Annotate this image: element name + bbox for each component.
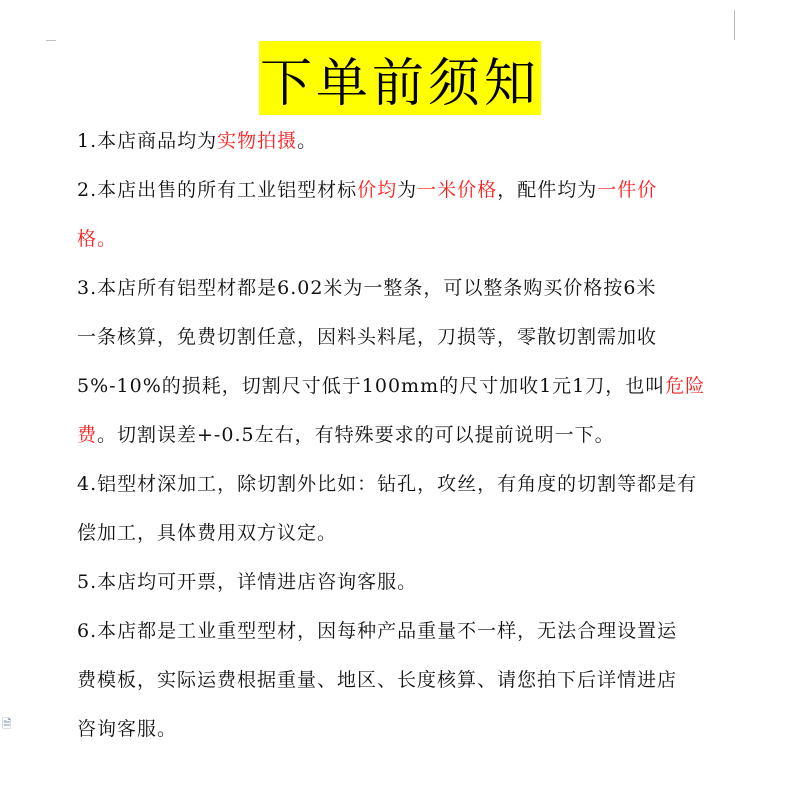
notice-line <box>77 607 737 656</box>
notice-text: 费模板，实际运费根据重量、地区、长度核算、请您拍下后详情进店 <box>77 669 678 691</box>
notice-text: ，配件均为 <box>497 179 598 201</box>
notice-text: 1.本店商品均为 <box>77 130 218 152</box>
notice-line <box>77 166 737 215</box>
notice-line <box>77 117 737 166</box>
notice-text: 6.本店都是工业重型型材，因每种产品重量不一样，无法合理设置运 <box>77 620 678 642</box>
highlighted-text: 危险 <box>665 375 706 397</box>
notice-text: 2.本店出售的所有工业铝型材标 <box>77 179 358 201</box>
highlighted-text: 一件价 <box>597 179 658 201</box>
notice-text: 咨询客服。 <box>77 718 178 740</box>
notice-line <box>77 264 737 313</box>
notice-line <box>77 215 737 264</box>
notice-text: 3.本店所有铝型材都是6.02米为一整条，可以整条购买价格按6米 <box>77 277 657 299</box>
notice-text: 。 <box>297 130 318 152</box>
notice-line <box>77 411 737 460</box>
notice-line <box>77 509 737 558</box>
notice-line <box>77 362 737 411</box>
notice-line <box>77 705 737 754</box>
notice-text: 。切割误差+-0.5左右，有特殊要求的可以提前说明一下。 <box>97 424 615 446</box>
crop-mark-top-left <box>46 40 56 41</box>
highlighted-text: 价均 <box>357 179 398 201</box>
notice-text: 偿加工，具体费用双方议定。 <box>77 522 338 544</box>
page-title: 下单前须知 <box>259 53 540 114</box>
notice-text: 4.铝型材深加工，除切割外比如：钻孔，攻丝，有角度的切割等都是有 <box>77 473 698 495</box>
highlighted-text: 费 <box>77 424 98 446</box>
notice-text: 一条核算，免费切割任意，因料头料尾，刀损等，零散切割需加收 <box>77 326 658 348</box>
notice-text: 5.本店均可开票，详情进店咨询客服。 <box>77 571 418 593</box>
notice-line <box>77 460 737 509</box>
notice-line <box>77 656 737 705</box>
notice-line <box>77 313 737 362</box>
notice-text: 为 <box>397 179 418 201</box>
notice-body <box>77 117 737 754</box>
highlighted-text: 实物拍摄 <box>217 130 298 152</box>
notice-text: 5%-10%的损耗，切割尺寸低于100mm的尺寸加收1元1刀，也叫 <box>77 375 666 397</box>
document-icon: 🗎 <box>2 717 12 731</box>
notice-title-banner <box>259 41 541 115</box>
highlighted-text: 格。 <box>77 228 118 250</box>
crop-mark-top-right <box>734 10 735 40</box>
highlighted-text: 一米价格 <box>417 179 498 201</box>
notice-line <box>77 558 737 607</box>
